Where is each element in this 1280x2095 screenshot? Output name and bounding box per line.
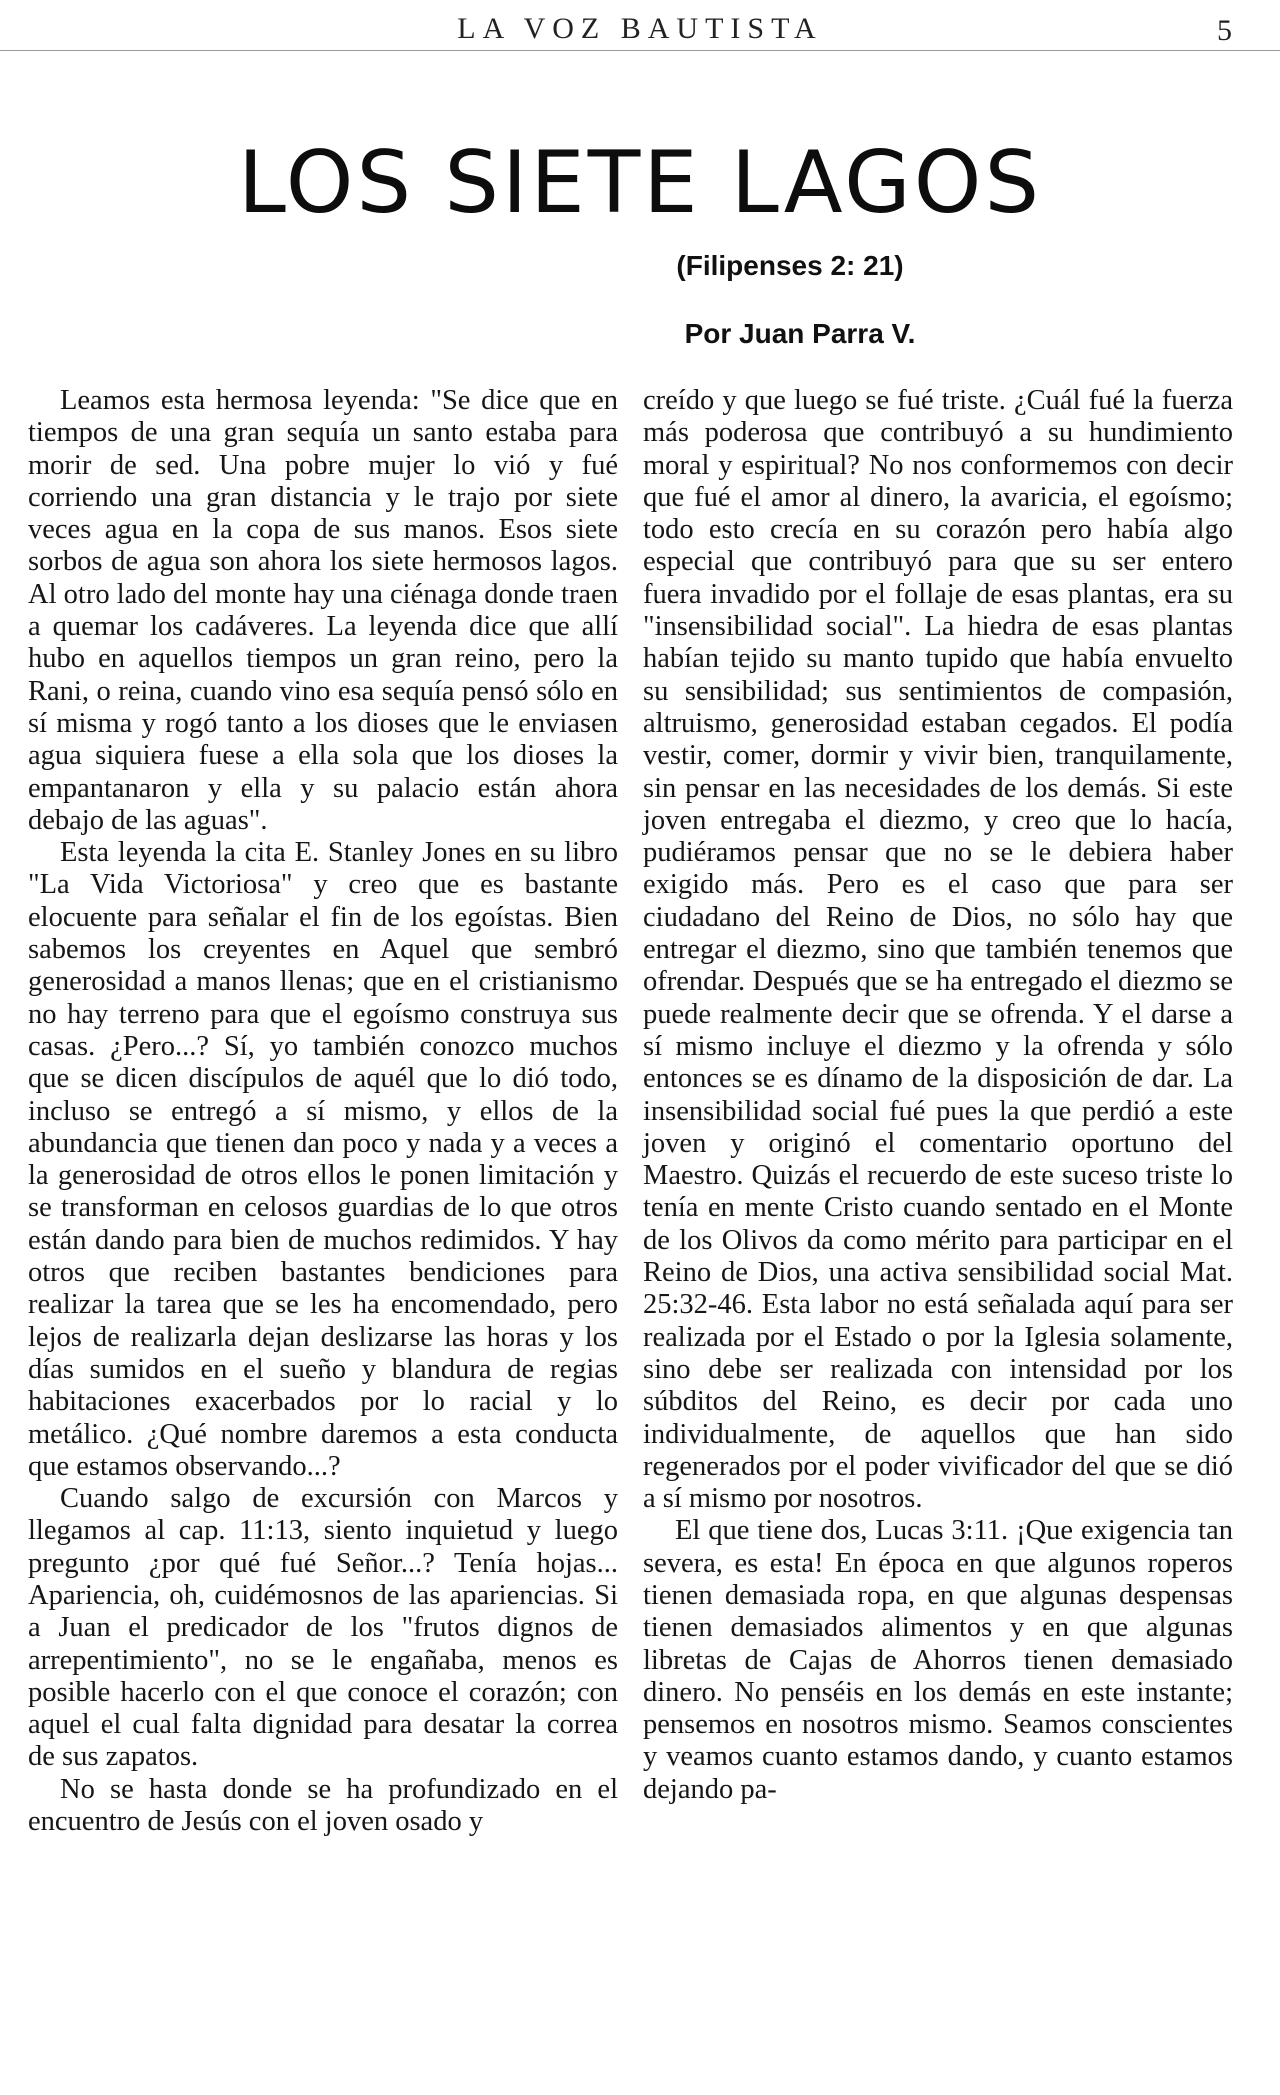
- paragraph: El que tiene dos, Lucas 3:11. ¡Que exigencia tan severa, es esta! En época en que algunos roperos tienen demasiada ropa, en que algunas despensas tienen demasiados alimentos y en que algunas libretas de Cajas de Ahorros tienen demasiado dinero. No penséis en los demás en este instante; pensemos en nosotros mismo. Seamos conscientes y veamos cuanto estamos dando, y cuanto estamos dejando pa-: [643, 1515, 1233, 1805]
- header-rule: [0, 50, 1280, 51]
- paragraph: Esta leyenda la cita E. Stanley Jones en su libro "La Vida Victoriosa" y creo que es bastante elocuente para señalar el fin de los egoístas. Bien sabemos los creyentes en Aquel que sembró generosidad a manos llenas; que en el cristianismo no hay terreno para que el egoísmo construya sus casas. ¿Pero...? Sí, yo también conozco muchos que se dicen discípulos de aquél que lo dió todo, incluso se entregó a sí mismo, y ellos de la abundancia que tienen dan poco y nada y a veces a la generosidad de otros ellos le ponen limitación y se transforman en celosos guardias de lo que otros están dando para bien de muchos redimidos. Y hay otros que reciben bastantes bendiciones para realizar la tarea que se les ha encomendado, pero lejos de realizarla dejan deslizarse las horas y los días sumidos en el sueño y blandura de regias habitaciones exacerbados por lo racial y lo metálico. ¿Qué nombre daremos a esta conducta que estamos observando...?: [28, 837, 618, 1482]
- left-column: [28, 385, 618, 1838]
- paragraph: creído y que luego se fué triste. ¿Cuál fué la fuerza más poderosa que contribuyó a su hundimiento moral y espiritual? No nos conformemos con decir que fué el amor al dinero, la avaricia, el egoísmo; todo esto crecía en su corazón pero había algo especial que contribuyó para que su ser entero fuera invadido por el follaje de esas plantas, era su "insensibilidad social". La hiedra de esas plantas habían tejido su manto tupido que había envuelto su sensibilidad; sus sentimientos de compasión, altruismo, generosidad estaban cegados. El podía vestir, comer, dormir y vivir bien, tranquilamente, sin pensar en las necesidades de los demás. Si este joven entregaba el diezmo, y creo que lo hacía, pudiéramos pensar que no se le debiera haber exigido más. Pero es el caso que para ser ciudadano del Reino de Dios, no sólo hay que entregar el diezmo, sino que también tenemos que ofrendar. Después que se ha entregado el diezmo se puede realmente decir que se ofrenda. Y el darse a sí mismo incluye el diezmo y la ofrenda y sólo entonces se es dínamo de la disposición de dar. La insensibilidad social fué pues la que perdió a este joven y originó el comentario oportuno del Maestro. Quizás el recuerdo de este suceso triste lo tenía en mente Cristo cuando sentado en el Monte de los Olivos da como mérito para participar en el Reino de Dios, una activa sensibilidad social Mat. 25:32-46. Esta labor no está señalada aquí para ser realizada por el Estado o por la Iglesia solamente, sino debe ser realizada con intensidad por los súbditos del Reino, es decir por cada uno individualmente, de aquellos que han sido regenerados por el poder vivificador del que se dió a sí mismo por nosotros.: [643, 385, 1233, 1515]
- paragraph: No se hasta donde se ha profundizado en el encuentro de Jesús con el joven osado y: [28, 1773, 618, 1838]
- scripture-reference: (Filipenses 2: 21): [676, 250, 904, 281]
- article-title: LOS SIETE LAGOS: [237, 133, 1043, 233]
- page-header: [0, 6, 1280, 50]
- paragraph: Leamos esta hermosa leyenda: "Se dice que en tiempos de una gran sequía un santo estaba para morir de sed. Una pobre mujer lo vió y fué corriendo una gran distancia y le trajo por siete veces agua en la copa de sus manos. Esos siete sorbos de agua son ahora los siete hermosos lagos. Al otro lado del monte hay una ciénaga donde traen a quemar los cadáveres. La leyenda dice que allí hubo en aquellos tiempos un gran reino, pero la Rani, o reina, cuando vino esa sequía pensó sólo en sí misma y rogó tanto a los dioses que le enviasen agua siquiera fuese a ella sola que los dioses la empantanaron y ella y su palacio están ahora debajo de las aguas".: [28, 385, 618, 836]
- page-number: 5: [1217, 14, 1232, 47]
- author-byline: Por Juan Parra V.: [684, 318, 916, 349]
- right-column: [643, 385, 1233, 1806]
- running-title: LA VOZ BAUTISTA: [457, 12, 823, 45]
- paragraph: Cuando salgo de excursión con Marcos y llegamos al cap. 11:13, siento inquietud y luego pregunto ¿por qué fué Señor...? Tenía hojas... Apariencia, oh, cuidémosnos de las apariencias. Si a Juan el predicador de los "frutos dignos de arrepentimiento", no se le engañaba, menos es posible hacerlo con el que conoce el corazón; con aquel el cual falta dignidad para desatar la correa de sus zapatos.: [28, 1483, 618, 1773]
